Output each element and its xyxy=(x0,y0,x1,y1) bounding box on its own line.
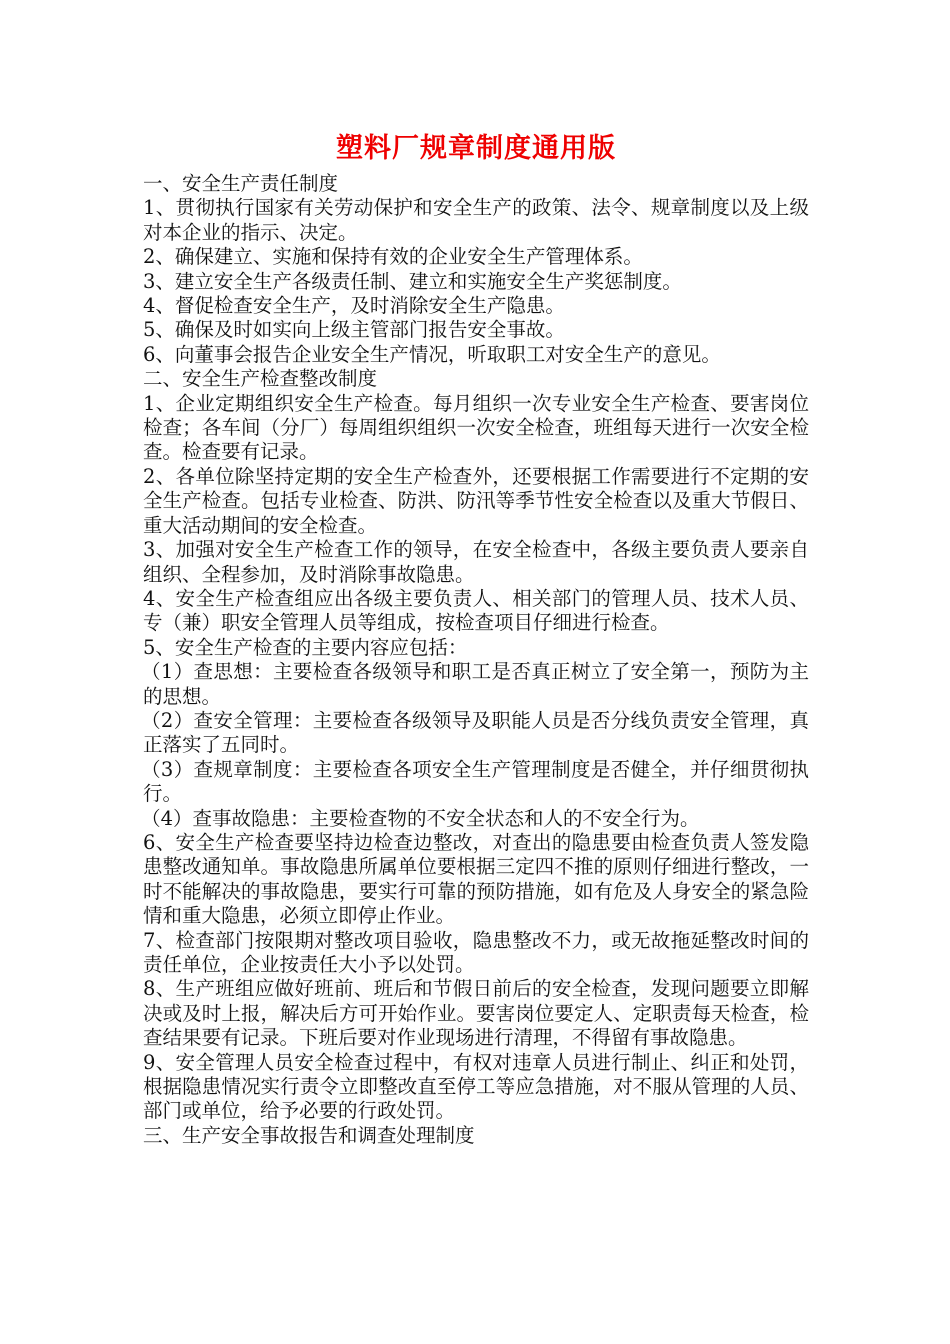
sub-paragraph: （1）查思想：主要检查各级领导和职工是否真正树立了安全第一，预防为主的思想。 xyxy=(141,660,809,708)
paragraph: 9、安全管理人员安全检查过程中，有权对违章人员进行制止、纠正和处罚，根据隐患情况实行责令立即整改直至停工等应急措施，对不服从管理的人员、部门或单位，给予必要的行政处罚。 xyxy=(143,1050,809,1123)
paragraph: 3、建立安全生产各级责任制、建立和实施安全生产奖惩制度。 xyxy=(143,269,682,293)
document-body xyxy=(143,172,809,1148)
paragraph: 2、确保建立、实施和保持有效的企业安全生产管理体系。 xyxy=(143,245,643,269)
paragraph: 7、检查部门按限期对整改项目验收，隐患整改不力，或无故拖延整改时间的责任单位，企业按责任大小予以处罚。 xyxy=(143,928,809,976)
paragraph: 8、生产班组应做好班前、班后和节假日前后的安全检查，发现问题要立即解决或及时上报，解决后方可开始作业。要害岗位要定人、定职责每天检查，检查结果要有记录。下班后要对作业现场进行清理，不得留有事故隐患。 xyxy=(143,977,809,1050)
document-title: 塑料厂规章制度通用版 xyxy=(336,133,616,164)
paragraph: 6、安全生产检查要坚持边检查边整改，对查出的隐患要由检查负责人签发隐患整改通知单。事故隐患所属单位要根据三定四不推的原则仔细进行整改，一时不能解决的事故隐患，要实行可靠的预防措施，如有危及人身安全的紧急险情和重大隐患，必须立即停止作业。 xyxy=(143,830,809,928)
sub-paragraph: （3）查规章制度：主要检查各项安全生产管理制度是否健全，并仔细贯彻执行。 xyxy=(141,757,809,806)
sub-paragraph: （4）查事故隐患：主要检查物的不安全状态和人的不安全行为。 xyxy=(141,806,700,830)
paragraph: 5、安全生产检查的主要内容应包括： xyxy=(143,635,468,659)
paragraph: 5、确保及时如实向上级主管部门报告安全事故。 xyxy=(143,318,565,342)
paragraph: 1、企业定期组织安全生产检查。每月组织一次专业安全生产检查、要害岗位检查；各车间（分厂）每周组织组织一次安全检查，班组每天进行一次安全检查。检查要有记录。 xyxy=(143,391,809,464)
sub-paragraph: （2）查安全管理：主要检查各级领导及职能人员是否分线负责安全管理，真正落实了五同时。 xyxy=(141,708,809,757)
paragraph: 4、安全生产检查组应出各级主要负责人、相关部门的管理人员、技术人员、专（兼）职安全管理人员等组成，按检查项目仔细进行检查。 xyxy=(143,586,809,635)
section-heading: 一、安全生产责任制度 xyxy=(143,172,339,195)
paragraph: 4、督促检查安全生产，及时消除安全生产隐患。 xyxy=(143,294,565,318)
paragraph: 2、各单位除坚持定期的安全生产检查外，还要根据工作需要进行不定期的安全生产检查。包括专业检查、防洪、防汛等季节性安全检查以及重大节假日、重大活动期间的安全检查。 xyxy=(143,464,809,537)
section-heading: 二、安全生产检查整改制度 xyxy=(143,367,378,391)
paragraph: 1、贯彻执行国家有关劳动保护和安全生产的政策、法令、规章制度以及上级对本企业的指示、决定。 xyxy=(143,196,809,244)
document-page xyxy=(143,128,809,1148)
section-heading: 三、生产安全事故报告和调查处理制度 xyxy=(143,1123,475,1147)
paragraph: 3、加强对安全生产检查工作的领导，在安全检查中，各级主要负责人要亲自组织、全程参加，及时消除事故隐患。 xyxy=(143,538,809,586)
paragraph: 6、向董事会报告企业安全生产情况，听取职工对安全生产的意见。 xyxy=(143,342,721,366)
